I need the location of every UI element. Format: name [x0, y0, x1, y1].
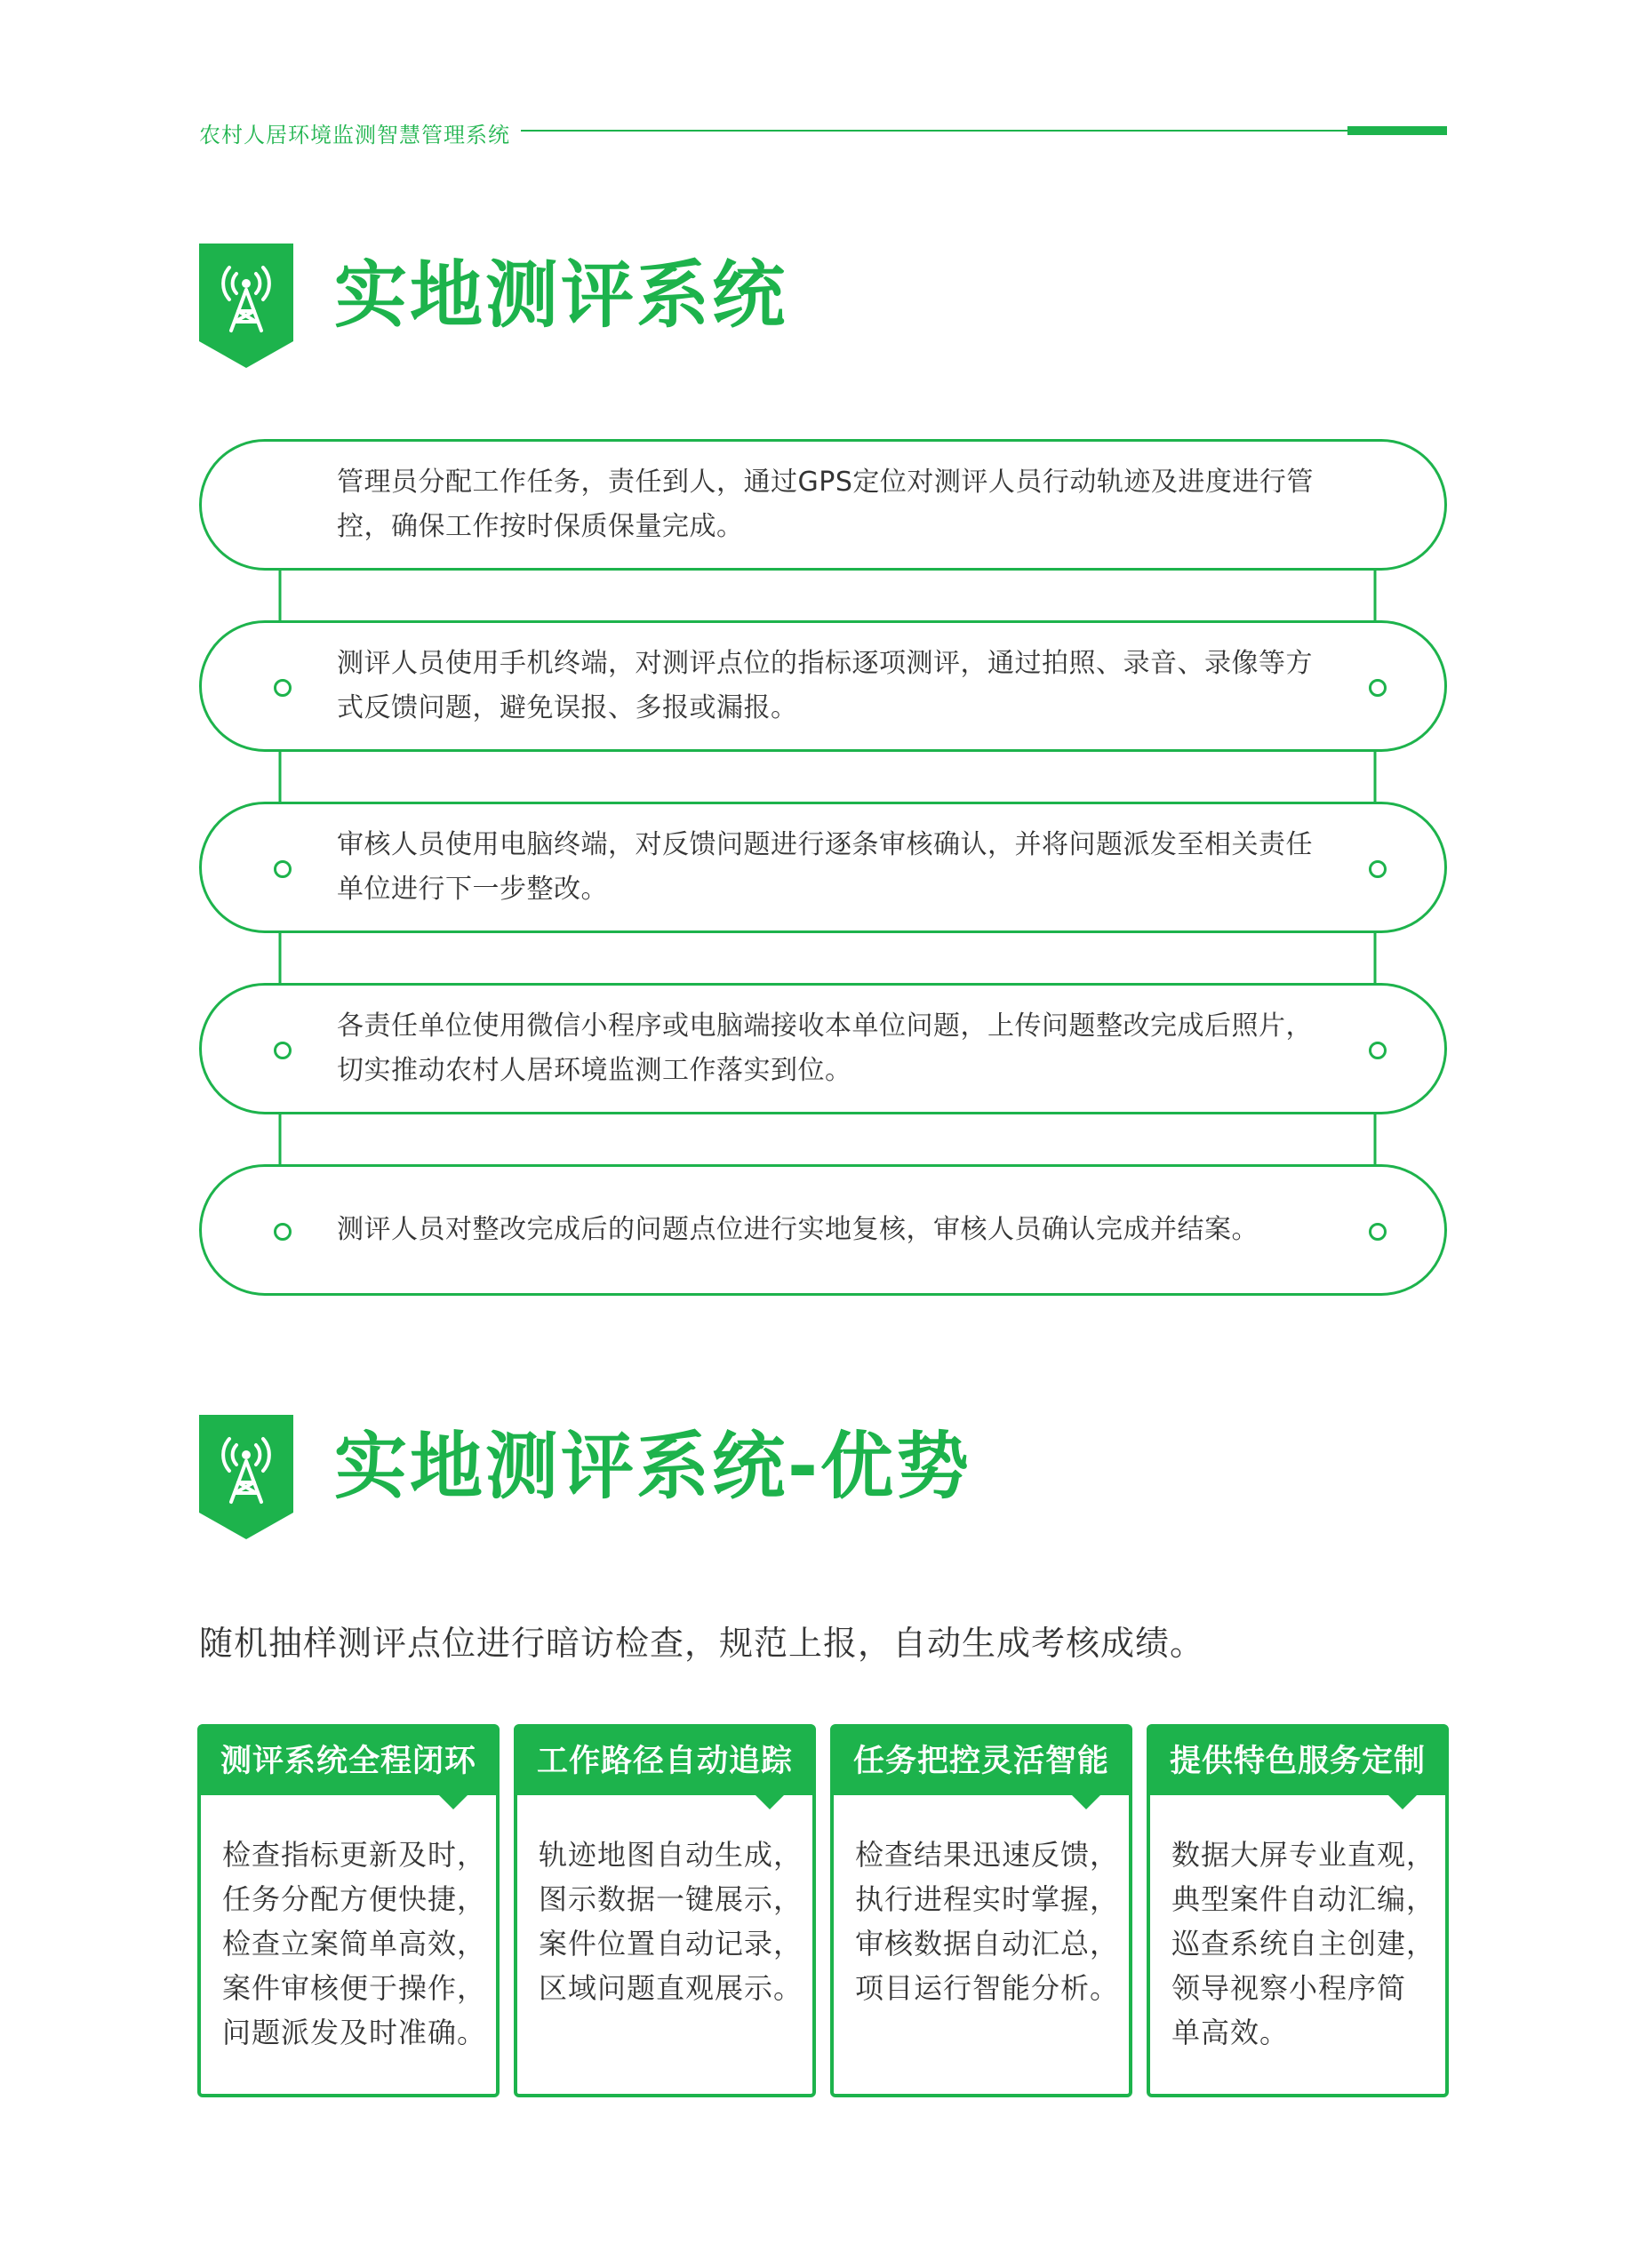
- card-line: 项目运行智能分析。: [855, 1971, 1120, 2005]
- card-title: 测评系统全程闭环: [220, 1744, 476, 1779]
- card-line: 任务分配方便快捷，: [222, 1882, 487, 1916]
- process-step-text: 测评人员使用手机终端，对测评点位的指标逐项测评，通过拍照、录音、录像等方式反馈问题，避免误报、多报或漏报。: [337, 648, 1313, 723]
- card-body: [1171, 1833, 1436, 2055]
- section-title: 实地测评系统: [334, 253, 788, 338]
- flow-node-left: [274, 860, 292, 878]
- card-line: 执行进程实时掌握，: [855, 1882, 1120, 1916]
- process-step: [199, 983, 1447, 1114]
- signal-tower-icon: [199, 244, 293, 368]
- card-line: 问题派发及时准确。: [222, 2016, 487, 2049]
- card-header: [201, 1728, 496, 1795]
- advantage-card: [514, 1724, 816, 2097]
- advantage-cards: [197, 1724, 1449, 2097]
- flow-node-right: [1369, 679, 1387, 697]
- card-line: 典型案件自动汇编，: [1171, 1882, 1436, 1916]
- process-step: [199, 620, 1447, 752]
- page-header: [199, 114, 1447, 149]
- card-notch: [439, 1795, 468, 1809]
- process-step: [199, 439, 1447, 571]
- card-line: 审核数据自动汇总，: [855, 1927, 1120, 1961]
- card-line: 单高效。: [1171, 2016, 1290, 2049]
- signal-tower-icon: [199, 1415, 293, 1539]
- header-brand: 农村人居环境监测智慧管理系统: [199, 123, 510, 148]
- card-body: [539, 1833, 804, 2010]
- card-notch: [1388, 1795, 1417, 1809]
- card-notch: [1072, 1795, 1100, 1809]
- process-step-text: 各责任单位使用微信小程序或电脑端接收本单位问题，上传问题整改完成后照片，切实推动农村人居环境监测工作落实到位。: [337, 1010, 1313, 1086]
- card-line: 图示数据一键展示，: [539, 1882, 804, 1916]
- card-line: 检查结果迅速反馈，: [855, 1838, 1120, 1872]
- flow-node-right: [1369, 860, 1387, 878]
- flow-node-right: [1369, 1223, 1387, 1241]
- card-notch: [756, 1795, 784, 1809]
- card-body: [855, 1833, 1120, 2010]
- flow-node-left: [274, 1223, 292, 1241]
- advantage-card: [1147, 1724, 1449, 2097]
- card-header: [834, 1728, 1129, 1795]
- flow-node-left: [274, 1042, 292, 1059]
- header-rule-accent: [1347, 126, 1447, 135]
- process-step-text: 测评人员对整改完成后的问题点位进行实地复核，审核人员确认完成并结案。: [337, 1214, 1259, 1245]
- card-line: 领导视察小程序简: [1171, 1971, 1407, 2005]
- card-line: 巡查系统自主创建，: [1171, 1927, 1436, 1961]
- header-rule: [521, 130, 1447, 132]
- card-line: 检查指标更新及时，: [222, 1838, 487, 1872]
- card-header: [1150, 1728, 1445, 1795]
- card-line: 案件审核便于操作，: [222, 1971, 487, 2005]
- section-header-process: [199, 244, 1447, 368]
- process-step-text: 管理员分配工作任务，责任到人，通过GPS定位对测评人员行动轨迹及进度进行管控，确保工作按时保质保量完成。: [337, 467, 1314, 542]
- process-flow: [199, 439, 1447, 1298]
- card-line: 轨迹地图自动生成，: [539, 1838, 804, 1872]
- process-step: [199, 802, 1447, 933]
- card-line: 案件位置自动记录，: [539, 1927, 804, 1961]
- card-body: [222, 1833, 487, 2055]
- process-step-text: 审核人员使用电脑终端，对反馈问题进行逐条审核确认，并将问题派发至相关责任单位进行下一步整改。: [337, 829, 1313, 905]
- card-line: 检查立案简单高效，: [222, 1927, 487, 1961]
- advantage-card: [197, 1724, 500, 2097]
- section-title: 实地测评系统-优势: [334, 1425, 972, 1509]
- card-header: [517, 1728, 812, 1795]
- card-line: 区域问题直观展示。: [539, 1971, 804, 2005]
- card-line: 数据大屏专业直观，: [1171, 1838, 1436, 1872]
- advantages-intro: 随机抽样测评点位进行暗访检查，规范上报，自动生成考核成绩。: [199, 1624, 1205, 1663]
- flow-node-right: [1369, 1042, 1387, 1059]
- process-step: [199, 1164, 1447, 1296]
- flow-node-left: [274, 679, 292, 697]
- section-header-advantages: [199, 1415, 1447, 1539]
- advantage-card: [830, 1724, 1132, 2097]
- card-title: 提供特色服务定制: [1169, 1744, 1426, 1779]
- card-title: 工作路径自动追踪: [536, 1744, 793, 1779]
- card-title: 任务把控灵活智能: [852, 1744, 1109, 1779]
